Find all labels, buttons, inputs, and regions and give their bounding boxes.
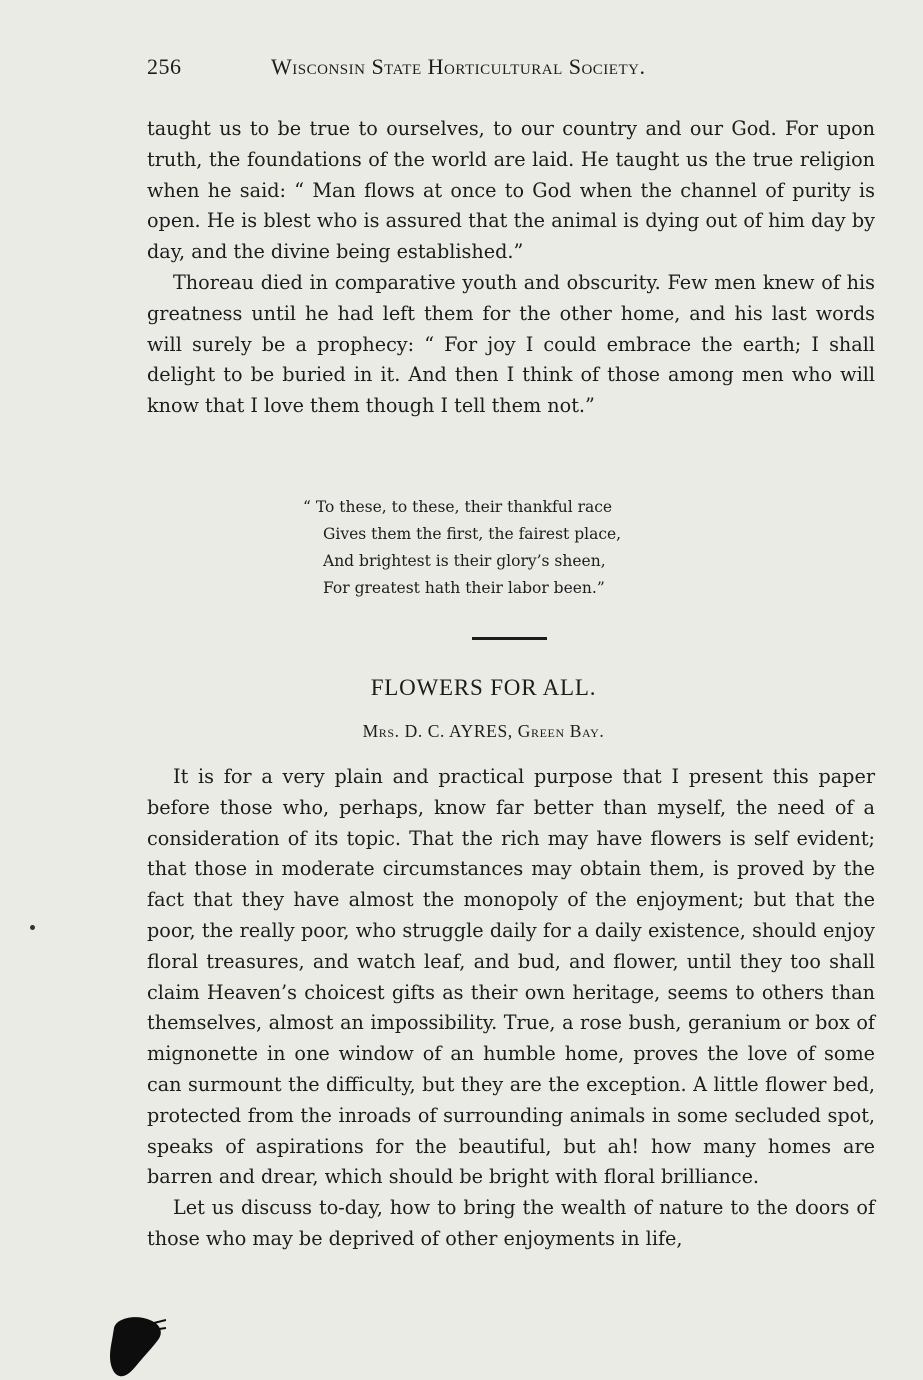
paragraph: taught us to be true to ourselves, to our country and our God. For upon truth, the foundations of the world are laid. He taught us the true religion when he said: “ Man flows at once to God when the channel of purity is open. He is blest who is assured that the animal is dying out of him day by day, and the divine being established.” [147,117,875,264]
article-title: FLOWERS FOR ALL. [370,675,597,700]
paragraph: It is for a very plain and practical purpose that I present this paper before those who, perhaps, know far better than myself, the need of a consideration of its topic. That the rich may have flowers is self evident; that those in moderate circumstances may obtain them, is proved by the fact that they have almost the monopoly of the enjoyment; but that the poor, the really poor, who struggle daily for a daily existence, should enjoy floral treasures, and watch leaf, and bud, and flower, until they too shall claim Heaven’s choicest gifts as their own heritage, seems to others than themselves, almost an impossibility. True, a rose bush, geranium or box of mignonette in one window of an humble home, proves the love of some can surmount the difficulty, but they are the exception. A little flower bed, protected from the inroads of surrounding animals in some secluded spot, speaks of aspirations for the beautiful, but ah! how many homes are barren and drear, which should be bright with floral brilliance. [147,765,875,1189]
section-divider [472,637,547,640]
article-body [147,762,875,1255]
poem-line: “ To these, to these, their thankful race [303,498,613,516]
poem-line: For greatest hath their labor been.” [323,579,605,597]
poem-line: And brightest is their glory’s sheen, [323,552,606,570]
previous-essay-ending [147,114,875,422]
paragraph: Thoreau died in comparative youth and obscurity. Few men knew of his greatness until he had left them for the other home, and his last words will surely be a prophecy: “ For joy I could embrace the earth; I shall delight to be buried in it. And then I think of those among men who will know that I love them though I tell them not.” [147,270,875,418]
poem-line: Gives them the first, the fairest place, [323,525,622,543]
poem-quote [303,494,621,602]
paragraph: Let us discuss to-day, how to bring the wealth of nature to the doors of those who may be deprived of other enjoyments in life, [147,1196,875,1250]
ink-blot [106,1310,166,1380]
page-number: 256 [147,54,182,79]
running-head: Wisconsin State Horticultural Society. [271,54,646,79]
article-byline: Mrs. D. C. AYRES, Green Bay. [362,721,605,741]
ink-speck [30,925,35,930]
